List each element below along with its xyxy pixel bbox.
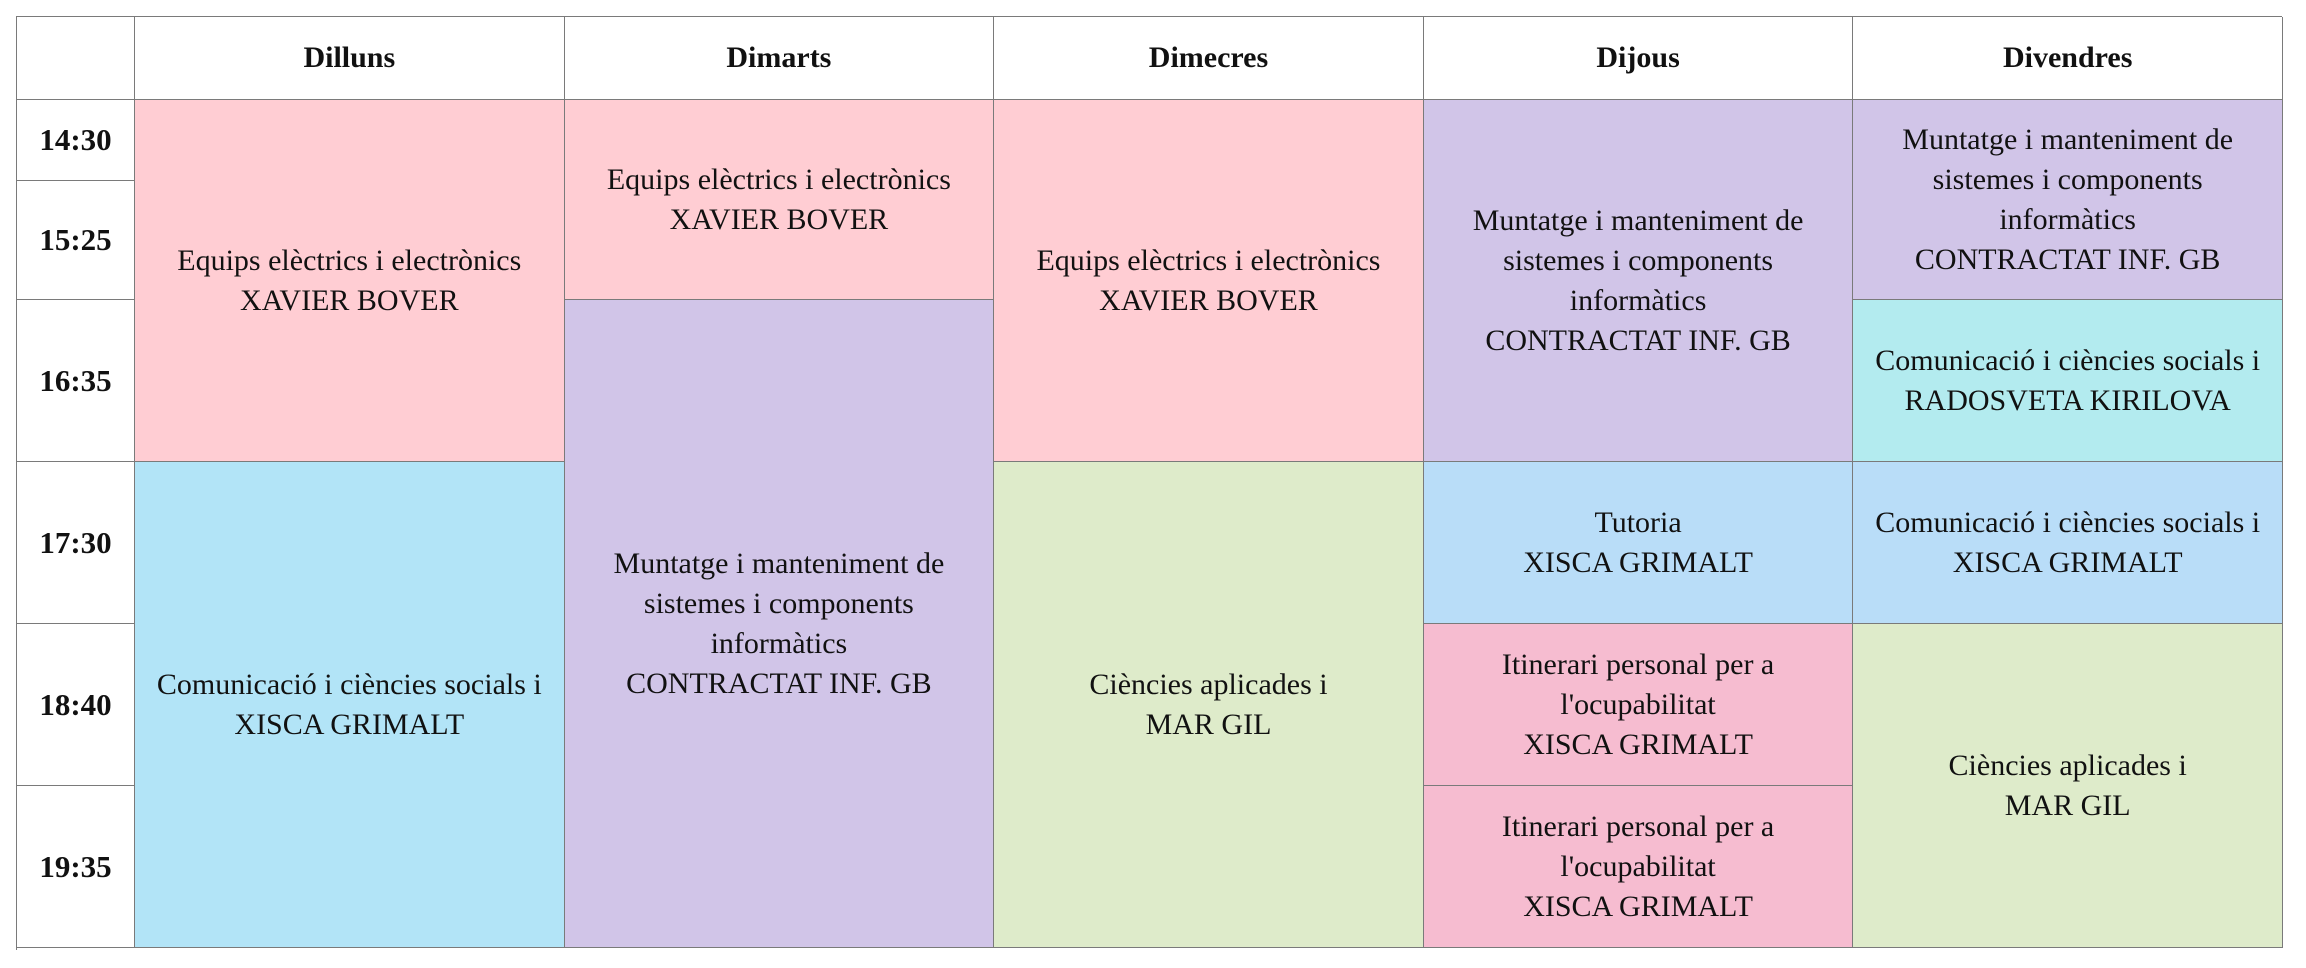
day-header-dijous: Dijous [1424,17,1854,100]
class-block [1853,462,2283,624]
teacher-name: XISCA GRIMALT [1523,889,1753,923]
weekly-schedule-table [16,16,2282,950]
class-block [1424,462,1854,624]
time-label: 15:25 [17,181,135,300]
class-block [1424,100,1854,462]
subject-name: Ciències aplicades i [1948,748,2187,782]
subject-name: Comunicació i ciències socials i [1875,343,2261,377]
day-header-dimarts: Dimarts [565,17,995,100]
time-label: 16:35 [17,300,135,462]
day-header-divendres: Divendres [1853,17,2283,100]
time-label: 19:35 [17,786,135,948]
day-header-dilluns: Dilluns [135,17,565,100]
class-block [1853,300,2283,462]
teacher-name: CONTRACTAT INF. GB [1914,242,2221,276]
teacher-name: XISCA GRIMALT [1523,727,1753,761]
class-block [1853,624,2283,948]
class-block [565,300,995,948]
subject-name: Ciències aplicades i [1089,667,1328,701]
teacher-name: MAR GIL [2004,788,2131,822]
class-block [1853,100,2283,300]
class-block [1424,786,1854,948]
subject-name: Muntatge i manteniment de sistemes i components informàtics [1472,203,1804,317]
class-block [565,100,995,300]
teacher-name: CONTRACTAT INF. GB [626,666,932,700]
class-block [1424,624,1854,786]
teacher-name: XAVIER BOVER [669,202,889,236]
time-label: 17:30 [17,462,135,624]
teacher-name: MAR GIL [1145,707,1272,741]
teacher-name: XISCA GRIMALT [234,707,465,741]
subject-name: Equips elèctrics i electrònics [606,162,951,196]
subject-name: Muntatge i manteniment de sistemes i components informàtics [613,546,945,660]
subject-name: Comunicació i ciències socials i [1875,505,2261,539]
time-label: 18:40 [17,624,135,786]
subject-name: Equips elèctrics i electrònics [1036,243,1381,277]
teacher-name: XAVIER BOVER [1099,283,1318,317]
subject-name: Muntatge i manteniment de sistemes i components informàtics [1902,122,2234,236]
subject-name: Equips elèctrics i electrònics [177,243,522,277]
class-block [135,462,565,948]
teacher-name: XISCA GRIMALT [1523,545,1753,579]
subject-name: Itinerari personal per a l'ocupabilitat [1501,647,1775,721]
corner-cell [17,17,135,100]
subject-name: Tutoria [1594,505,1682,539]
teacher-name: RADOSVETA KIRILOVA [1904,383,2231,417]
subject-name: Comunicació i ciències socials i [156,667,542,701]
day-header-dimecres: Dimecres [994,17,1424,100]
class-block [994,462,1424,948]
teacher-name: CONTRACTAT INF. GB [1485,323,1791,357]
time-label: 14:30 [17,100,135,181]
subject-name: Itinerari personal per a l'ocupabilitat [1501,809,1775,883]
teacher-name: XAVIER BOVER [239,283,459,317]
teacher-name: XISCA GRIMALT [1952,545,2183,579]
class-block [135,100,565,462]
class-block [994,100,1424,462]
